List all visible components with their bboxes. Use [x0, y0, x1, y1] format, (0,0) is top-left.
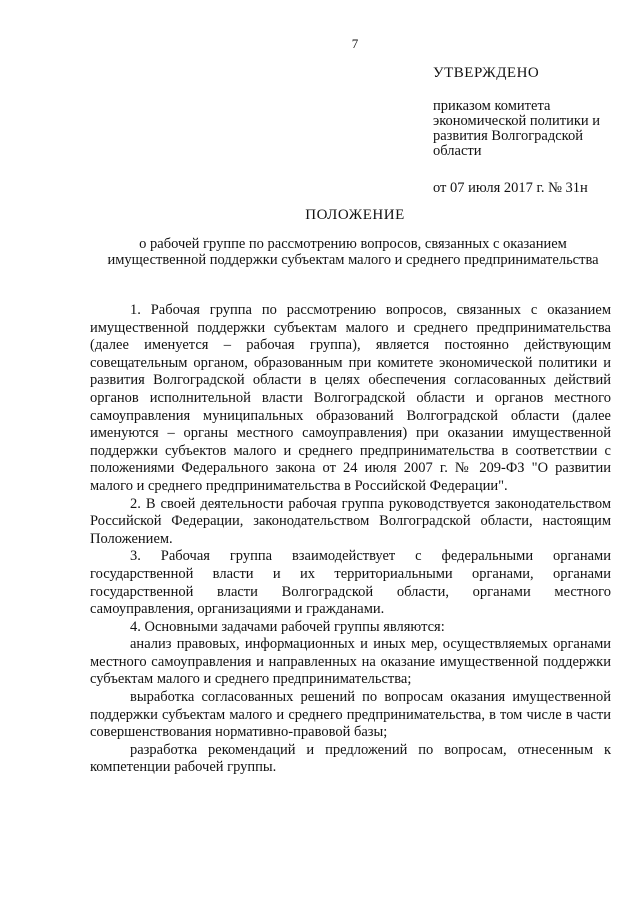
approval-date: от 07 июля 2017 г. № 31н: [433, 180, 588, 196]
approval-order-line: развития Волгоградской: [433, 128, 583, 144]
approval-order-line: приказом комитета: [433, 98, 551, 114]
paragraph-3: 3. Рабочая группа взаимодействует с федеральными органами государственной власти и их территориальными органами, органами государственной власти Волгоградской области, органами местного самоуправления, организациями и гражданами.: [90, 548, 611, 618]
document-title: ПОЛОЖЕНИЕ: [305, 207, 405, 223]
approval-block: [433, 66, 623, 196]
task-item-3: разработка рекомендаций и предложений по вопросам, отнесенным к компетенции рабочей группы.: [90, 741, 611, 776]
paragraph-1: 1. Рабочая группа по рассмотрению вопросов, связанных с оказанием имущественной поддержки субъектам малого и среднего предпринимательства (далее именуется – рабочая группа), является постоянно действующим совещательным органом, образованным при комитете экономической политики и развития Волгоградской области в целях обеспечения согласованных действий органов исполнительной власти Волгоградской области и органов местного самоуправления муниципальных образований Волгоградской области (далее именуются – органы местного самоуправления) при оказании имущественной поддержки субъектов малого и среднего предпринимательства в соответствии с положениями Федерального закона от 24 июля 2007 г. № 209-ФЗ "О развитии малого и среднего предпринимательства в Российской Федерации".: [90, 302, 611, 494]
task-item-1: анализ правовых, информационных и иных мер, осуществляемых органами местного самоуправления и направленных на оказание имущественной поддержки субъектам малого и среднего предпринимательства;: [90, 636, 611, 688]
subtitle-line: о рабочей группе по рассмотрению вопросов, связанных с оказанием: [139, 236, 567, 252]
subtitle-line: имущественной поддержки субъектам малого и среднего предпринимательства: [107, 252, 599, 268]
document-subtitle: [88, 236, 618, 268]
paragraph-2: 2. В своей деятельности рабочая группа руководствуется законодательством Российской Федерации, законодательством Волгоградской области, настоящим Положением.: [90, 495, 611, 547]
approval-order-line: экономической политики и: [433, 113, 601, 129]
page-number: 7: [351, 36, 359, 51]
document-body: [90, 302, 611, 777]
paragraph-4: 4. Основными задачами рабочей группы являются:: [130, 618, 445, 635]
approval-order-line: области: [433, 143, 482, 159]
approval-heading: УТВЕРЖДЕНО: [433, 65, 540, 81]
task-item-2: выработка согласованных решений по вопросам оказания имущественной поддержки субъектам малого и среднего предпринимательства, в том числе в части совершенствования нормативно-правовой базы;: [90, 689, 611, 741]
